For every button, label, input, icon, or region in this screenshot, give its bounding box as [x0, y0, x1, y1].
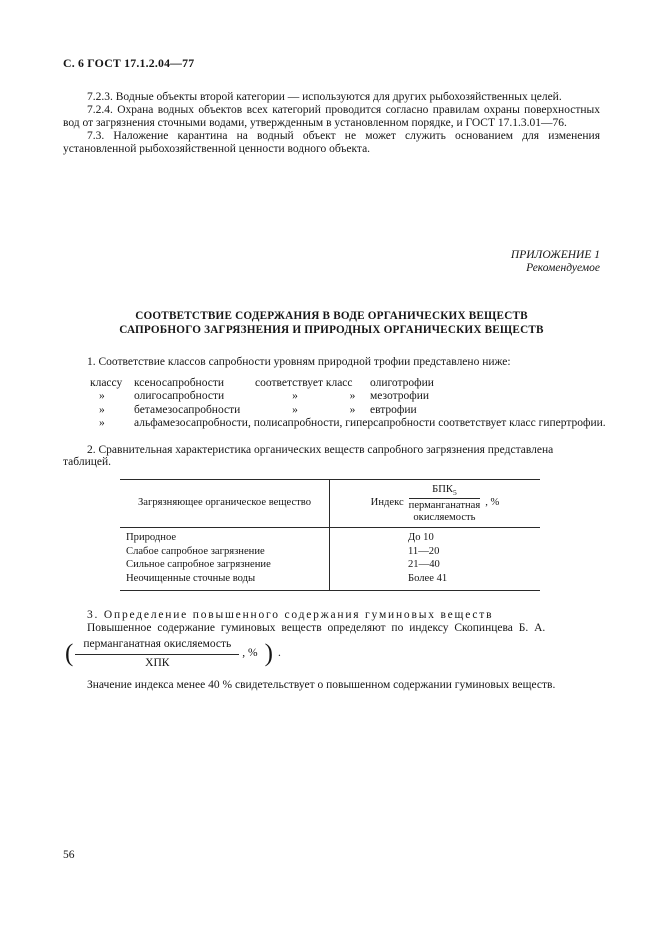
table-row: [120, 528, 540, 545]
clause-7-2-3: 7.2.3. Водные объекты второй категории — используются для других рыбохозяйственных целей.: [87, 91, 562, 103]
table-row: [120, 572, 540, 591]
appendix-note: Рекомендуемое: [526, 262, 600, 275]
value-cell: До 10: [408, 532, 434, 544]
value-cell: Более 41: [408, 572, 448, 584]
correspondence-row: [63, 404, 600, 417]
skopintsev-index-formula: [63, 638, 600, 669]
substance-cell: Сильное сапробное загрязнение: [120, 558, 330, 572]
appendix-block: [63, 249, 600, 276]
corr-cell: »: [292, 390, 298, 403]
section2-intro: 2. Сравнительная характеристика органических веществ сапробного загрязнения представлена таблицей.: [63, 443, 554, 468]
correspondence-row: [63, 390, 600, 403]
appendix-title-line1: СООТВЕТСТВИЕ СОДЕРЖАНИЯ В ВОДЕ ОРГАНИЧЕСКИХ ВЕЩЕСТВ: [135, 310, 528, 323]
index-suffix: , %: [485, 497, 500, 509]
corr-cell: классу: [90, 377, 123, 390]
table-col2-header: [330, 480, 540, 528]
table-header-row: [120, 480, 540, 529]
substance-cell: Природное: [120, 528, 330, 545]
clause-7-2-4: 7.2.4. Охрана водных объектов всех категорий проводится согласно правилам охраны поверхностных вод от загрязнения сточными водами, утвержденным в установленном порядке, и ГОСТ 17.1.3.01—76.: [63, 103, 600, 129]
substance-cell: Слабое сапробное загрязнение: [120, 545, 330, 559]
fraction-numerator: $БПК_5$: [409, 484, 481, 499]
corr-cell: альфамезосапробности, полисапробности, гиперсапробности соответствует класс гипертрофии.: [134, 417, 606, 430]
table-row: [120, 558, 540, 572]
corr-cell: соответствует класс: [255, 377, 353, 390]
formula-suffix: , %: [242, 647, 258, 660]
formula-numerator: перманганатная окисляемость: [75, 638, 239, 654]
fraction-denominator: перманганатная окисляемость: [408, 500, 481, 523]
corr-cell: »: [349, 390, 356, 403]
section3-body: Повышенное содержание гуминовых веществ определяют по индексу Скопинцева Б. А.: [87, 622, 546, 635]
formula-fraction: [75, 638, 239, 669]
value-cell: 21—40: [408, 559, 440, 571]
corr-cell: бетамезосапробности: [134, 403, 241, 416]
corr-cell: евтрофии: [370, 403, 417, 416]
table-row: [120, 545, 540, 559]
corr-cell: олиготрофии: [370, 377, 434, 390]
value-cell: 11—20: [408, 545, 440, 557]
close-paren: ): [264, 639, 273, 667]
corr-cell: »: [292, 403, 298, 416]
doc-header: С. 6 ГОСТ 17.1.2.04—77: [63, 56, 195, 70]
corr-cell: »: [99, 390, 105, 403]
section3-note: Значение индекса менее 40 % свидетельствует о повышенном содержании гуминовых веществ.: [87, 678, 556, 691]
formula-period: .: [277, 647, 281, 660]
section3-heading: 3. Определение повышенного содержания гуминовых веществ: [87, 609, 494, 622]
numerator-subscript: 5: [452, 487, 457, 497]
correspondence-row: [63, 377, 600, 390]
corr-cell: »: [99, 403, 105, 416]
corr-cell: ксеносапробности: [134, 377, 225, 390]
section1-intro: 1. Соответствие классов сапробности уровням природной трофии представлено ниже:: [87, 356, 511, 369]
clause-7-3: 7.3. Наложение карантина на водный объект не может служить основанием для изменения установленной рыбохозяйственной ценности водного объекта.: [63, 129, 600, 155]
correspondence-list: [63, 377, 606, 431]
page-number: 56: [63, 849, 75, 861]
corr-cell: олигосапробности: [134, 390, 225, 403]
appendix-title-line2: САПРОБНОГО ЗАГРЯЗНЕНИЯ И ПРИРОДНЫХ ОРГАНИЧЕСКИХ ВЕЩЕСТВ: [119, 324, 544, 337]
index-fraction: [409, 484, 481, 524]
index-prefix: Индекс: [370, 497, 404, 509]
appendix-label: ПРИЛОЖЕНИЕ 1: [510, 248, 600, 261]
correspondence-row: [63, 417, 606, 430]
corr-cell: »: [349, 403, 356, 416]
table-col1-header: Загрязняющее органическое вещество: [120, 480, 330, 528]
formula-denominator: ХПК: [145, 656, 170, 669]
corr-cell: »: [99, 417, 105, 430]
open-paren: (: [65, 639, 74, 667]
corr-cell: мезотрофии: [370, 390, 430, 403]
saprobity-table: [120, 479, 540, 592]
appendix-title: [63, 309, 600, 337]
substance-cell: Неочищенные сточные воды: [120, 572, 330, 591]
